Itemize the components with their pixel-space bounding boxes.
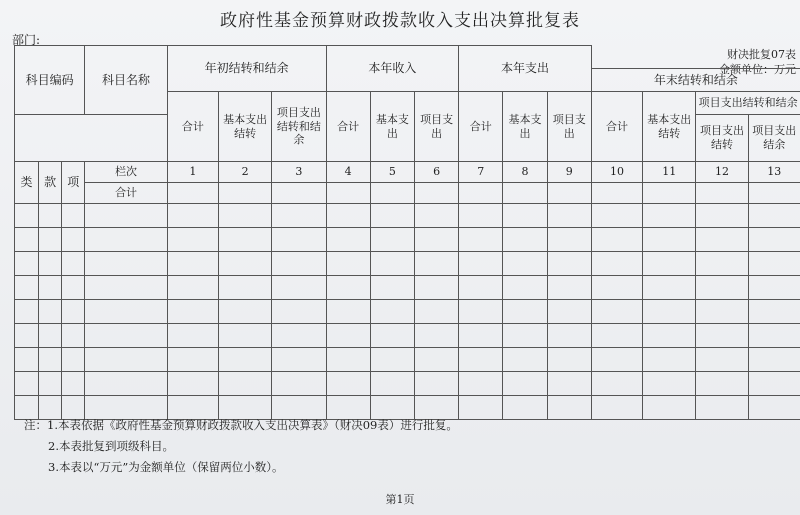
table-cell[interactable] bbox=[643, 228, 696, 252]
table-cell[interactable] bbox=[591, 204, 642, 228]
table-cell[interactable] bbox=[547, 276, 591, 300]
table-cell[interactable] bbox=[459, 204, 503, 228]
table-cell[interactable] bbox=[85, 204, 167, 228]
table-cell[interactable] bbox=[459, 252, 503, 276]
table-cell[interactable] bbox=[414, 204, 458, 228]
table-cell[interactable] bbox=[459, 348, 503, 372]
column-index-label: 栏次 bbox=[85, 162, 167, 183]
table-cell[interactable] bbox=[643, 183, 696, 204]
table-cell[interactable] bbox=[414, 348, 458, 372]
table-cell[interactable] bbox=[547, 204, 591, 228]
table-cell[interactable] bbox=[748, 204, 800, 228]
table-cell[interactable] bbox=[503, 228, 547, 252]
table-cell[interactable] bbox=[39, 228, 62, 252]
table-cell[interactable] bbox=[414, 276, 458, 300]
table-cell[interactable] bbox=[503, 372, 547, 396]
table-cell[interactable] bbox=[503, 252, 547, 276]
col-number: 5 bbox=[370, 162, 414, 183]
table-cell[interactable] bbox=[696, 228, 748, 252]
table-cell[interactable] bbox=[167, 324, 218, 348]
table-cell[interactable] bbox=[748, 252, 800, 276]
table-cell[interactable] bbox=[272, 252, 326, 276]
table-cell[interactable] bbox=[370, 252, 414, 276]
table-cell[interactable] bbox=[503, 204, 547, 228]
table-cell[interactable] bbox=[272, 183, 326, 204]
table-cell[interactable] bbox=[547, 252, 591, 276]
expense-header: 本年支出 bbox=[459, 46, 592, 92]
col-number: 6 bbox=[414, 162, 458, 183]
col-number: 11 bbox=[643, 162, 696, 183]
table-cell[interactable] bbox=[414, 183, 458, 204]
table-cell[interactable] bbox=[219, 252, 272, 276]
table-cell[interactable] bbox=[62, 228, 85, 252]
report-title: 政府性基金预算财政拨款收入支出决算批复表 bbox=[220, 11, 580, 31]
table-cell[interactable] bbox=[62, 324, 85, 348]
income-total-header: 合计 bbox=[326, 92, 370, 162]
table-cell[interactable] bbox=[62, 204, 85, 228]
table-cell[interactable] bbox=[370, 183, 414, 204]
table-cell[interactable] bbox=[696, 348, 748, 372]
end-basic-header: 基本支出结转 bbox=[643, 92, 696, 162]
col-number: 9 bbox=[547, 162, 591, 183]
page-number: 第1页 bbox=[385, 493, 415, 506]
table-cell[interactable] bbox=[643, 252, 696, 276]
table-cell[interactable] bbox=[326, 348, 370, 372]
table-cell[interactable] bbox=[272, 204, 326, 228]
table-cell[interactable] bbox=[326, 300, 370, 324]
table-cell[interactable] bbox=[85, 228, 167, 252]
table-cell[interactable] bbox=[326, 204, 370, 228]
table-cell[interactable] bbox=[15, 300, 39, 324]
table-cell[interactable] bbox=[748, 183, 800, 204]
table-cell[interactable] bbox=[370, 228, 414, 252]
table-cell[interactable] bbox=[503, 300, 547, 324]
table-cell[interactable] bbox=[272, 372, 326, 396]
table-cell[interactable] bbox=[696, 276, 748, 300]
table-cell[interactable] bbox=[326, 276, 370, 300]
table-cell[interactable] bbox=[167, 228, 218, 252]
table-cell[interactable] bbox=[503, 324, 547, 348]
table-cell[interactable] bbox=[643, 396, 696, 420]
col-number: 3 bbox=[272, 162, 326, 183]
table-cell[interactable] bbox=[748, 228, 800, 252]
table-cell[interactable] bbox=[459, 183, 503, 204]
table-cell[interactable] bbox=[591, 252, 642, 276]
table-cell[interactable] bbox=[503, 276, 547, 300]
table-cell[interactable] bbox=[503, 396, 547, 420]
col-number: 1 bbox=[167, 162, 218, 183]
table-cell[interactable] bbox=[85, 300, 167, 324]
table-cell[interactable] bbox=[326, 228, 370, 252]
table-cell[interactable] bbox=[15, 372, 39, 396]
income-project-header: 项目支出 bbox=[414, 92, 458, 162]
table-cell[interactable] bbox=[39, 372, 62, 396]
class-header: 类 bbox=[15, 162, 39, 204]
header-spacer bbox=[591, 46, 800, 69]
subject-name-header: 科目名称 bbox=[85, 46, 167, 115]
table-cell[interactable] bbox=[219, 276, 272, 300]
table-cell[interactable] bbox=[643, 204, 696, 228]
end-balance-header: 年末结转和结余 bbox=[591, 69, 800, 92]
income-header: 本年收入 bbox=[326, 46, 459, 92]
table-cell[interactable] bbox=[62, 252, 85, 276]
table-cell[interactable] bbox=[167, 252, 218, 276]
table-cell[interactable] bbox=[370, 372, 414, 396]
subject-code-header: 科目编码 bbox=[15, 46, 85, 115]
table-cell[interactable] bbox=[219, 183, 272, 204]
table-cell[interactable] bbox=[696, 204, 748, 228]
table-cell[interactable] bbox=[15, 276, 39, 300]
table-cell[interactable] bbox=[459, 396, 503, 420]
table-row bbox=[15, 324, 800, 348]
table-cell[interactable] bbox=[459, 300, 503, 324]
expense-basic-header: 基本支出 bbox=[503, 92, 547, 162]
table-cell[interactable] bbox=[748, 348, 800, 372]
table-body bbox=[15, 204, 800, 420]
table-cell[interactable] bbox=[326, 183, 370, 204]
table-cell[interactable] bbox=[85, 276, 167, 300]
table-cell[interactable] bbox=[39, 348, 62, 372]
note-2: 2.本表批复到项级科目。 bbox=[48, 439, 174, 453]
col-number: 10 bbox=[591, 162, 642, 183]
end-project-balance-header: 项目支出结余 bbox=[748, 115, 800, 162]
table-cell[interactable] bbox=[643, 372, 696, 396]
note-1: 注：1.本表依据《政府性基金预算财政拨款收入支出决算表》（财决09表）进行批复。 bbox=[24, 418, 458, 432]
table-cell[interactable] bbox=[272, 348, 326, 372]
table-cell[interactable] bbox=[15, 252, 39, 276]
table-cell[interactable] bbox=[326, 324, 370, 348]
table-cell[interactable] bbox=[167, 183, 218, 204]
table-cell[interactable] bbox=[85, 324, 167, 348]
table-cell[interactable] bbox=[219, 228, 272, 252]
code-name-spacer bbox=[15, 115, 168, 162]
table-cell[interactable] bbox=[503, 348, 547, 372]
table-cell[interactable] bbox=[696, 252, 748, 276]
table-cell[interactable] bbox=[547, 228, 591, 252]
col-number: 2 bbox=[219, 162, 272, 183]
table-cell[interactable] bbox=[39, 204, 62, 228]
table-cell[interactable] bbox=[459, 276, 503, 300]
table-row bbox=[15, 372, 800, 396]
table-cell[interactable] bbox=[414, 324, 458, 348]
begin-total-header: 合计 bbox=[167, 92, 218, 162]
table-cell[interactable] bbox=[167, 204, 218, 228]
table-cell[interactable] bbox=[370, 324, 414, 348]
table-cell[interactable] bbox=[15, 228, 39, 252]
end-project-group-header: 项目支出结转和结余 bbox=[696, 92, 800, 115]
table-cell[interactable] bbox=[643, 276, 696, 300]
begin-basic-header: 基本支出结转 bbox=[219, 92, 272, 162]
table-row bbox=[15, 252, 800, 276]
table-row bbox=[15, 300, 800, 324]
table-cell[interactable] bbox=[167, 300, 218, 324]
table-cell[interactable] bbox=[39, 276, 62, 300]
department-label: 部门: bbox=[12, 33, 41, 47]
table-cell[interactable] bbox=[62, 300, 85, 324]
table-cell[interactable] bbox=[643, 300, 696, 324]
item-header: 项 bbox=[62, 162, 85, 204]
table-cell[interactable] bbox=[748, 396, 800, 420]
table-cell[interactable] bbox=[459, 228, 503, 252]
table-cell[interactable] bbox=[272, 300, 326, 324]
col-number: 8 bbox=[503, 162, 547, 183]
table-cell[interactable] bbox=[547, 372, 591, 396]
table-cell[interactable] bbox=[219, 300, 272, 324]
table-cell[interactable] bbox=[414, 228, 458, 252]
table-cell[interactable] bbox=[547, 300, 591, 324]
col-number: 12 bbox=[696, 162, 748, 183]
end-total-header: 合计 bbox=[591, 92, 642, 162]
table-cell[interactable] bbox=[696, 324, 748, 348]
table-cell[interactable] bbox=[748, 300, 800, 324]
table-cell[interactable] bbox=[85, 348, 167, 372]
table-cell[interactable] bbox=[272, 324, 326, 348]
table-row bbox=[15, 204, 800, 228]
table-cell[interactable] bbox=[591, 372, 642, 396]
amount-unit: 金额单位：万元 bbox=[719, 63, 796, 76]
table-cell[interactable] bbox=[370, 204, 414, 228]
note-3: 3.本表以“万元”为金额单位（保留两位小数）。 bbox=[48, 460, 284, 474]
table-cell[interactable] bbox=[414, 252, 458, 276]
table-cell[interactable] bbox=[39, 324, 62, 348]
table-cell[interactable] bbox=[696, 300, 748, 324]
table-cell[interactable] bbox=[85, 252, 167, 276]
table-cell[interactable] bbox=[591, 276, 642, 300]
table-cell[interactable] bbox=[696, 183, 748, 204]
table-cell[interactable] bbox=[219, 372, 272, 396]
table-row bbox=[15, 348, 800, 372]
table-cell[interactable] bbox=[370, 276, 414, 300]
table-row bbox=[15, 276, 800, 300]
table-cell[interactable] bbox=[748, 324, 800, 348]
table-cell[interactable] bbox=[370, 348, 414, 372]
begin-project-header: 项目支出结转和结余 bbox=[272, 92, 326, 162]
table-cell[interactable] bbox=[219, 204, 272, 228]
table-cell[interactable] bbox=[459, 324, 503, 348]
table-cell[interactable] bbox=[272, 276, 326, 300]
table-cell[interactable] bbox=[591, 396, 642, 420]
table-cell[interactable] bbox=[591, 183, 642, 204]
col-number: 4 bbox=[326, 162, 370, 183]
table-cell[interactable] bbox=[591, 348, 642, 372]
table-cell[interactable] bbox=[15, 204, 39, 228]
form-number: 财决批复07表 bbox=[727, 48, 796, 61]
table-cell[interactable] bbox=[62, 372, 85, 396]
table-cell[interactable] bbox=[62, 276, 85, 300]
table-cell[interactable] bbox=[547, 183, 591, 204]
table-row bbox=[15, 228, 800, 252]
table-cell[interactable] bbox=[503, 183, 547, 204]
table-cell[interactable] bbox=[167, 348, 218, 372]
table-cell[interactable] bbox=[459, 372, 503, 396]
income-basic-header: 基本支出 bbox=[370, 92, 414, 162]
table-cell[interactable] bbox=[696, 372, 748, 396]
table-cell[interactable] bbox=[167, 276, 218, 300]
approval-table bbox=[14, 45, 800, 420]
table-cell[interactable] bbox=[62, 348, 85, 372]
table-cell[interactable] bbox=[414, 372, 458, 396]
table-cell[interactable] bbox=[219, 324, 272, 348]
table-cell[interactable] bbox=[547, 348, 591, 372]
table-cell[interactable] bbox=[748, 372, 800, 396]
table-cell[interactable] bbox=[39, 300, 62, 324]
table-cell[interactable] bbox=[414, 300, 458, 324]
table-cell[interactable] bbox=[326, 252, 370, 276]
table-cell[interactable] bbox=[39, 252, 62, 276]
table-cell[interactable] bbox=[272, 228, 326, 252]
table-cell[interactable] bbox=[219, 348, 272, 372]
section-header: 款 bbox=[39, 162, 62, 204]
total-row-label: 合计 bbox=[85, 183, 167, 204]
table-cell[interactable] bbox=[643, 324, 696, 348]
table-cell[interactable] bbox=[591, 300, 642, 324]
table-cell[interactable] bbox=[696, 396, 748, 420]
table-cell[interactable] bbox=[167, 372, 218, 396]
table-cell[interactable] bbox=[547, 396, 591, 420]
expense-total-header: 合计 bbox=[459, 92, 503, 162]
begin-balance-header: 年初结转和结余 bbox=[167, 46, 326, 92]
table-cell[interactable] bbox=[15, 348, 39, 372]
expense-project-header: 项目支出 bbox=[547, 92, 591, 162]
table-cell[interactable] bbox=[370, 300, 414, 324]
table-cell[interactable] bbox=[15, 324, 39, 348]
table-cell[interactable] bbox=[748, 276, 800, 300]
table-cell[interactable] bbox=[643, 348, 696, 372]
col-number: 13 bbox=[748, 162, 800, 183]
notes bbox=[24, 415, 458, 478]
table-cell[interactable] bbox=[591, 324, 642, 348]
table-cell[interactable] bbox=[591, 228, 642, 252]
col-number: 7 bbox=[459, 162, 503, 183]
end-project-carryover-header: 项目支出结转 bbox=[696, 115, 748, 162]
table-cell[interactable] bbox=[85, 372, 167, 396]
table-cell[interactable] bbox=[326, 372, 370, 396]
table-cell[interactable] bbox=[547, 324, 591, 348]
